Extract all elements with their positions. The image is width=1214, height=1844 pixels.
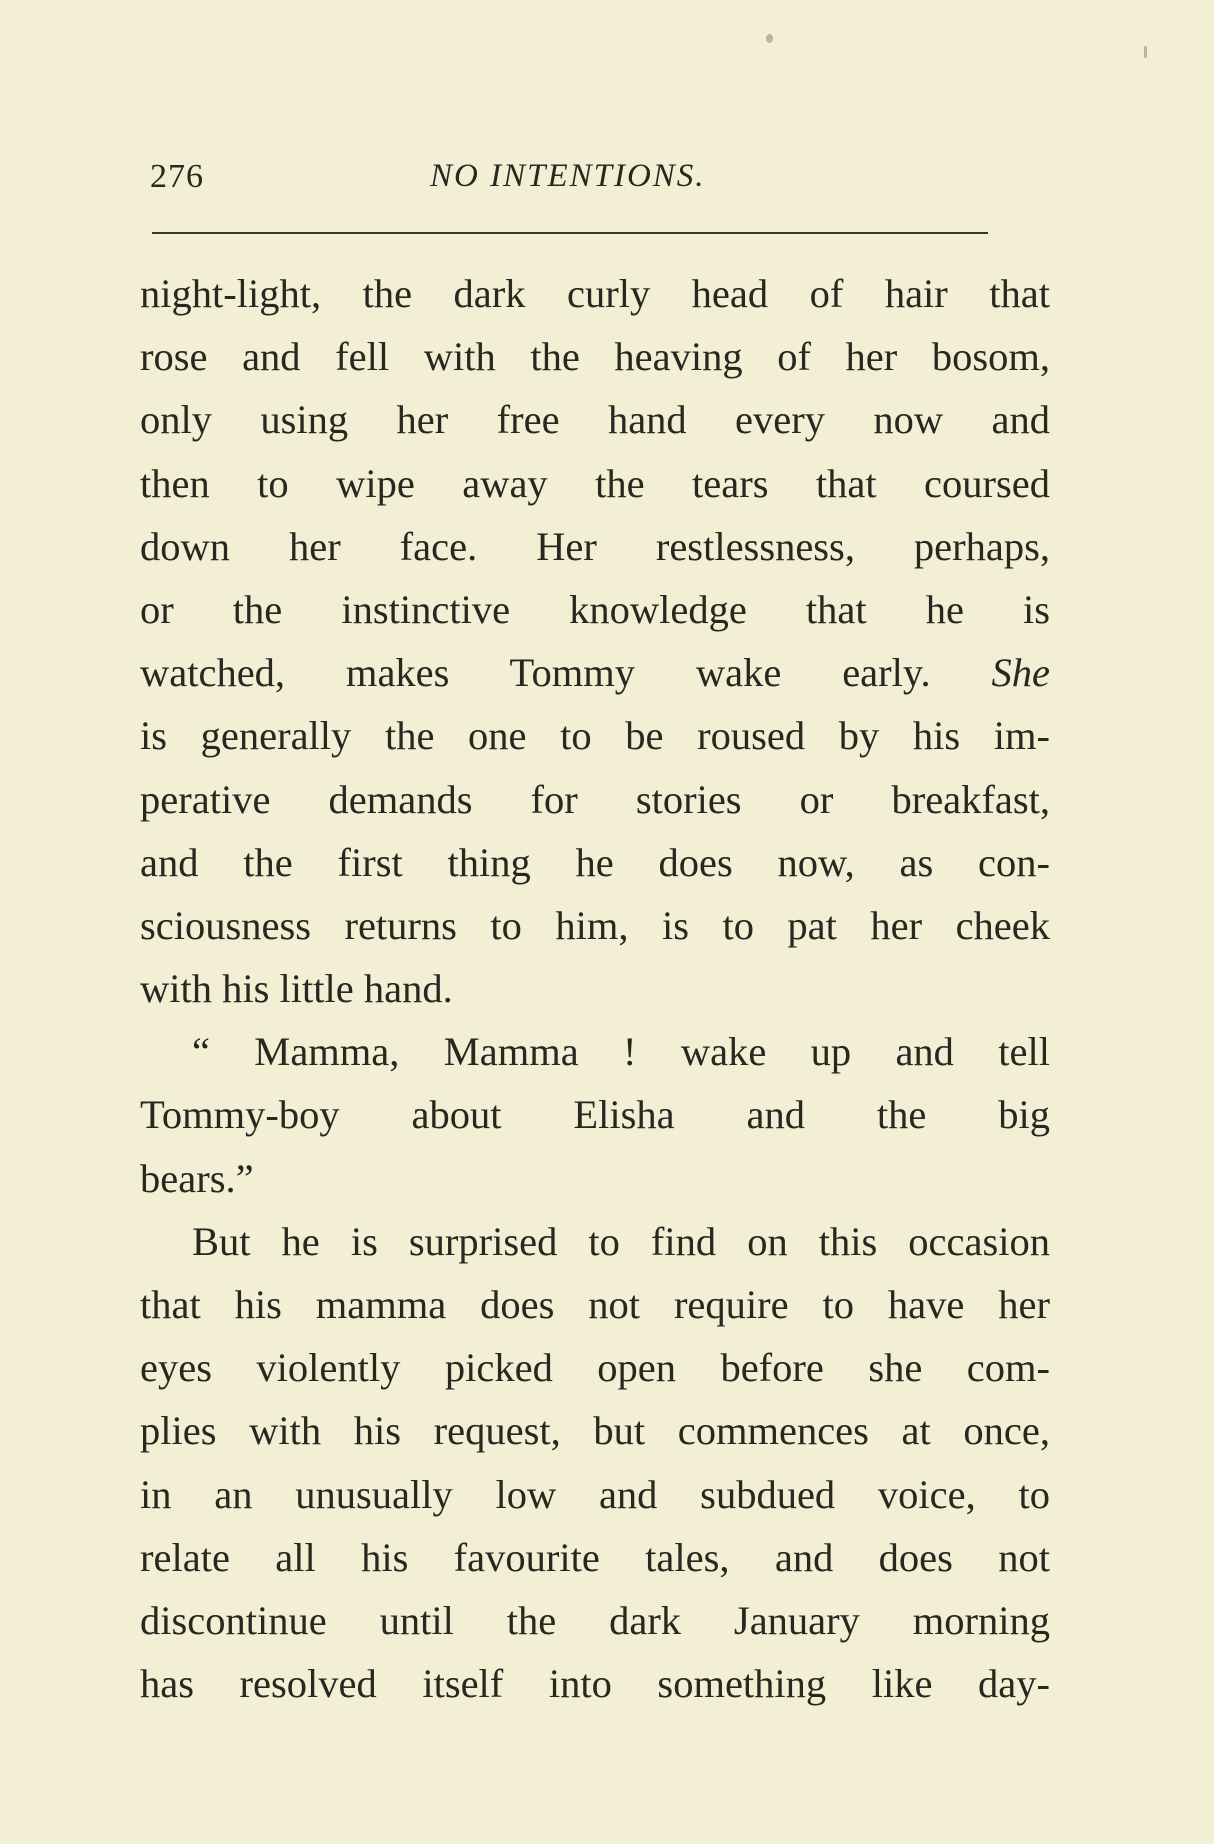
text-line: perative demands for stories or breakfast, bbox=[140, 776, 1050, 822]
text-line: or the instinctive knowledge that he is bbox=[140, 586, 1050, 632]
text-line: But he is surprised to find on this occasion bbox=[192, 1218, 1050, 1264]
text-line: with his little hand. bbox=[140, 966, 453, 1012]
text-line bbox=[140, 641, 1050, 704]
paper-speck bbox=[766, 34, 773, 43]
text-line: only using her free hand every now and bbox=[140, 397, 1050, 443]
text-line: and the first thing he does now, as con- bbox=[140, 839, 1050, 885]
italic-word: She bbox=[991, 650, 1050, 696]
text-line: eyes violently picked open before she com- bbox=[140, 1345, 1050, 1391]
text-line: that his mamma does not require to have her bbox=[140, 1282, 1050, 1327]
text-line: night-light, the dark curly head of hair that bbox=[140, 271, 1050, 316]
running-header bbox=[150, 150, 990, 200]
text-line: has resolved itself into something like day- bbox=[140, 1661, 1050, 1707]
text-line: Tommy-boy about Elisha and the big bbox=[140, 1092, 1050, 1138]
text-line: “ Mamma, Mamma ! wake up and tell bbox=[192, 1029, 1050, 1075]
text-line: discontinue until the dark January morning bbox=[140, 1597, 1050, 1643]
header-rule bbox=[152, 232, 988, 234]
text-line: relate all his favourite tales, and does not bbox=[140, 1534, 1050, 1580]
text-line: bears.” bbox=[140, 1155, 254, 1201]
page-number: 276 bbox=[150, 158, 204, 195]
text-line: down her face. Her restlessness, perhaps, bbox=[140, 523, 1050, 569]
paper-speck bbox=[1144, 46, 1147, 58]
running-title: NO INTENTIONS. bbox=[430, 158, 706, 194]
text-line: plies with his request, but commences at once, bbox=[140, 1408, 1050, 1454]
text-line: sciousness returns to him, is to pat her cheek bbox=[140, 902, 1050, 948]
text-line: is generally the one to be roused by his im- bbox=[140, 713, 1050, 759]
text-line: in an unusually low and subdued voice, to bbox=[140, 1471, 1050, 1517]
text-segment: watched, makes Tommy wake early. bbox=[140, 650, 931, 696]
text-line: rose and fell with the heaving of her bosom, bbox=[140, 334, 1050, 380]
body-text bbox=[140, 262, 1050, 1715]
text-line: then to wipe away the tears that coursed bbox=[140, 460, 1050, 506]
